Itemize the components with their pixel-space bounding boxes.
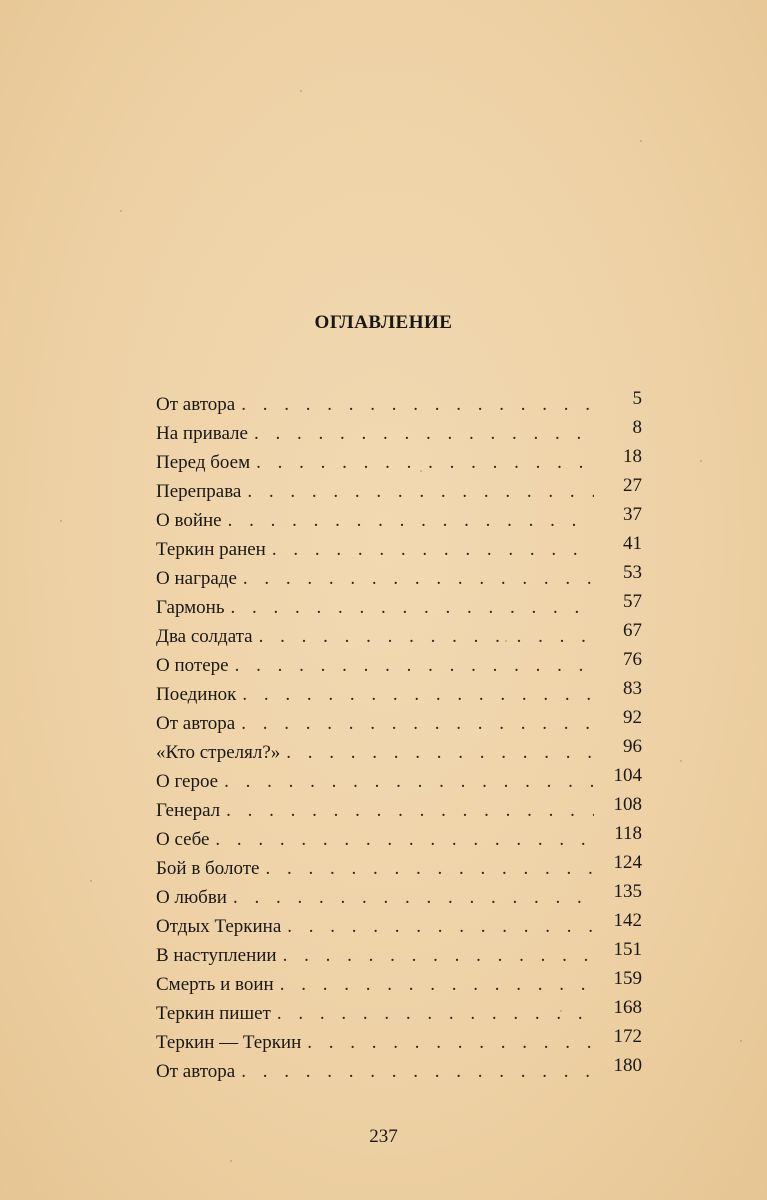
paper-speck bbox=[680, 760, 682, 762]
toc-entry bbox=[156, 825, 642, 854]
toc-entry-page: 76 bbox=[623, 649, 642, 670]
dot-leader bbox=[280, 970, 594, 999]
dot-leader bbox=[256, 448, 594, 477]
toc-entry-page: 37 bbox=[623, 504, 642, 525]
toc-entry bbox=[156, 796, 642, 825]
toc-entry-page: 159 bbox=[613, 968, 642, 989]
toc-entry-title: О потере bbox=[156, 655, 229, 676]
dot-leader bbox=[283, 941, 594, 970]
paper-speck bbox=[300, 90, 302, 92]
toc-entry-page: 151 bbox=[613, 939, 642, 960]
toc-entry-title: Отдых Теркина bbox=[156, 916, 282, 937]
toc-entry-title: Поединок bbox=[156, 684, 237, 705]
dot-leader bbox=[243, 564, 594, 593]
toc-entry bbox=[156, 419, 642, 448]
toc-entry-page: 67 bbox=[623, 620, 642, 641]
toc-entry bbox=[156, 1028, 642, 1057]
toc-entry-page: 96 bbox=[623, 736, 642, 757]
dot-leader bbox=[241, 709, 594, 738]
toc-entry bbox=[156, 564, 642, 593]
paper-speck bbox=[505, 640, 507, 642]
toc-entry-title: Смерть и воин bbox=[156, 974, 274, 995]
toc-entry-title: Гармонь bbox=[156, 597, 225, 618]
dot-leader bbox=[228, 506, 594, 535]
toc-entry-title: В наступлении bbox=[156, 945, 277, 966]
toc-entry bbox=[156, 999, 642, 1028]
toc-entry-page: 104 bbox=[613, 765, 642, 786]
toc-entry-title: От автора bbox=[156, 713, 236, 734]
dot-leader bbox=[254, 419, 594, 448]
toc-entry bbox=[156, 477, 642, 506]
toc-entry-page: 108 bbox=[613, 794, 642, 815]
paper-speck bbox=[230, 1160, 232, 1162]
toc-entry bbox=[156, 390, 642, 419]
toc-entry bbox=[156, 854, 642, 883]
toc-entry-title: Бой в болоте bbox=[156, 858, 260, 879]
dot-leader bbox=[241, 390, 594, 419]
toc-entry-title: О войне bbox=[156, 510, 222, 531]
toc-entry-title: О любви bbox=[156, 887, 227, 908]
toc-list bbox=[156, 390, 642, 1086]
dot-leader bbox=[265, 854, 594, 883]
toc-entry-title: О герое bbox=[156, 771, 219, 792]
paper-speck bbox=[560, 1010, 562, 1012]
toc-entry bbox=[156, 941, 642, 970]
dot-leader bbox=[224, 767, 594, 796]
toc-entry bbox=[156, 506, 642, 535]
dot-leader bbox=[242, 680, 594, 709]
paper-speck bbox=[700, 460, 702, 462]
toc-entry bbox=[156, 970, 642, 999]
toc-entry-page: 118 bbox=[614, 823, 642, 844]
toc-entry bbox=[156, 767, 642, 796]
toc-entry-page: 124 bbox=[613, 852, 642, 873]
toc-entry-title: Теркин — Теркин bbox=[156, 1032, 302, 1053]
toc-entry-page: 172 bbox=[613, 1026, 642, 1047]
toc-entry-page: 168 bbox=[613, 997, 642, 1018]
paper-speck bbox=[640, 140, 642, 142]
toc-entry-page: 135 bbox=[613, 881, 642, 902]
dot-leader bbox=[235, 651, 594, 680]
paper-speck bbox=[120, 210, 122, 212]
toc-entry bbox=[156, 912, 642, 941]
toc-entry-page: 41 bbox=[623, 533, 642, 554]
toc-entry bbox=[156, 651, 642, 680]
toc-entry-page: 5 bbox=[632, 388, 642, 409]
toc-entry-title: Генерал bbox=[156, 800, 221, 821]
toc-entry bbox=[156, 1057, 642, 1086]
page-number: 237 bbox=[369, 1126, 398, 1147]
toc-entry-page: 83 bbox=[623, 678, 642, 699]
dot-leader bbox=[307, 1028, 594, 1057]
toc-entry-title: Теркин ранен bbox=[156, 539, 266, 560]
paper-speck bbox=[740, 1040, 742, 1042]
dot-leader bbox=[287, 912, 594, 941]
toc-entry-page: 18 bbox=[623, 446, 642, 467]
toc-entry-title: Теркин пишет bbox=[156, 1003, 271, 1024]
toc-entry bbox=[156, 883, 642, 912]
toc-entry bbox=[156, 448, 642, 477]
toc-entry bbox=[156, 593, 642, 622]
toc-entry-title: От автора bbox=[156, 1061, 236, 1082]
toc-entry bbox=[156, 738, 642, 767]
toc-entry-title: Два солдата bbox=[156, 626, 253, 647]
paper-speck bbox=[90, 880, 92, 882]
toc-entry-title: Переправа bbox=[156, 481, 242, 502]
paper-speck bbox=[420, 470, 422, 472]
toc-entry-page: 8 bbox=[632, 417, 642, 438]
toc-entry-page: 57 bbox=[623, 591, 642, 612]
toc-entry-page: 180 bbox=[613, 1055, 642, 1076]
toc-entry bbox=[156, 680, 642, 709]
toc-entry-page: 27 bbox=[623, 475, 642, 496]
toc-entry-page: 53 bbox=[623, 562, 642, 583]
toc-entry-title: Перед боем bbox=[156, 452, 251, 473]
toc-entry bbox=[156, 622, 642, 651]
paper-speck bbox=[60, 520, 62, 522]
toc-entry-title: О награде bbox=[156, 568, 237, 589]
dot-leader bbox=[231, 593, 594, 622]
toc-entry-page: 92 bbox=[623, 707, 642, 728]
toc-entry-title: На привале bbox=[156, 423, 248, 444]
toc-entry bbox=[156, 709, 642, 738]
dot-leader bbox=[241, 1057, 594, 1086]
dot-leader bbox=[215, 825, 594, 854]
dot-leader bbox=[272, 535, 594, 564]
toc-entry-title: О себе bbox=[156, 829, 210, 850]
dot-leader bbox=[247, 477, 594, 506]
dot-leader bbox=[259, 622, 594, 651]
dot-leader bbox=[277, 999, 594, 1028]
toc-entry-title: От автора bbox=[156, 394, 236, 415]
toc-heading: ОГЛАВЛЕНИЕ bbox=[314, 312, 453, 333]
toc-entry-title: «Кто стрелял?» bbox=[156, 742, 281, 763]
dot-leader bbox=[233, 883, 594, 912]
dot-leader bbox=[286, 738, 594, 767]
dot-leader bbox=[226, 796, 594, 825]
toc-entry bbox=[156, 535, 642, 564]
toc-entry-page: 142 bbox=[613, 910, 642, 931]
